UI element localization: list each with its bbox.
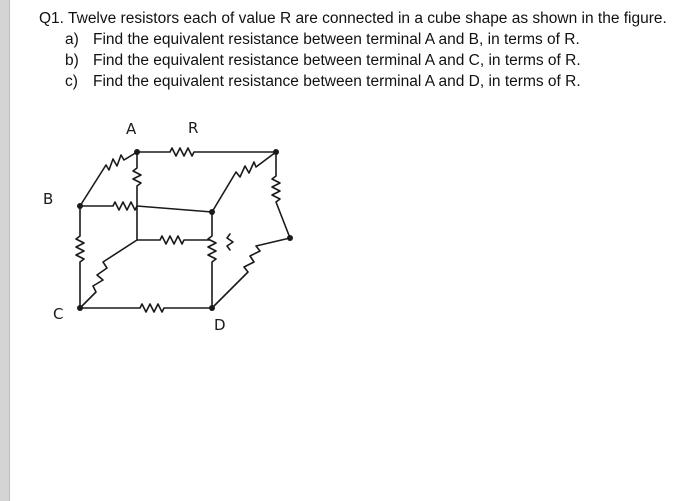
label-B: B bbox=[43, 190, 54, 208]
page-left-margin-bar bbox=[0, 0, 10, 501]
edge-A-backbottom bbox=[133, 152, 141, 240]
node-A bbox=[134, 149, 140, 155]
node-D bbox=[209, 305, 215, 311]
label-A: A bbox=[126, 120, 137, 138]
label-D: D bbox=[214, 316, 226, 334]
edge-backbottom-rightbottom bbox=[137, 236, 210, 244]
question-title: Q1. Twelve resistors each of value R are connected in a cube shape as shown in the figure. bbox=[39, 10, 667, 27]
node-C bbox=[77, 305, 83, 311]
part-text: Find the equivalent resistance between terminal A and B, in terms of R. bbox=[93, 31, 580, 48]
part-letter: a) bbox=[65, 31, 79, 48]
question-part-b bbox=[65, 50, 694, 71]
part-letter: c) bbox=[65, 73, 78, 90]
edge-A-topright bbox=[137, 148, 276, 156]
question-part-a bbox=[65, 29, 694, 50]
edge-topfront-D bbox=[208, 212, 216, 308]
label-R: R bbox=[188, 119, 199, 137]
question-block bbox=[39, 8, 694, 92]
resistor-cube-diagram bbox=[35, 110, 315, 350]
resistor-cube-figure bbox=[35, 110, 315, 350]
question-part-c bbox=[65, 71, 694, 92]
node-topright bbox=[273, 149, 279, 155]
edge-D-rightbottom bbox=[212, 238, 290, 308]
edge-topright-rightbottom bbox=[272, 152, 290, 238]
part-text: Find the equivalent resistance between terminal A and C, in terms of R. bbox=[93, 52, 581, 69]
edge-C-backbottom bbox=[80, 240, 137, 308]
node-topfront bbox=[209, 209, 215, 215]
question-parts bbox=[39, 29, 694, 92]
part-text: Find the equivalent resistance between terminal A and D, in terms of R. bbox=[93, 73, 581, 90]
part-letter: b) bbox=[65, 52, 79, 69]
label-C: C bbox=[53, 305, 64, 323]
edge-C-D bbox=[80, 304, 212, 312]
edge-B-C bbox=[76, 206, 84, 308]
edge-topright-topfront bbox=[212, 152, 276, 212]
node-B bbox=[77, 203, 83, 209]
node-rightbottom bbox=[287, 235, 293, 241]
edge-B-topfront bbox=[80, 202, 212, 212]
resistor-mark bbox=[227, 234, 233, 250]
edge-A-B bbox=[80, 152, 137, 206]
